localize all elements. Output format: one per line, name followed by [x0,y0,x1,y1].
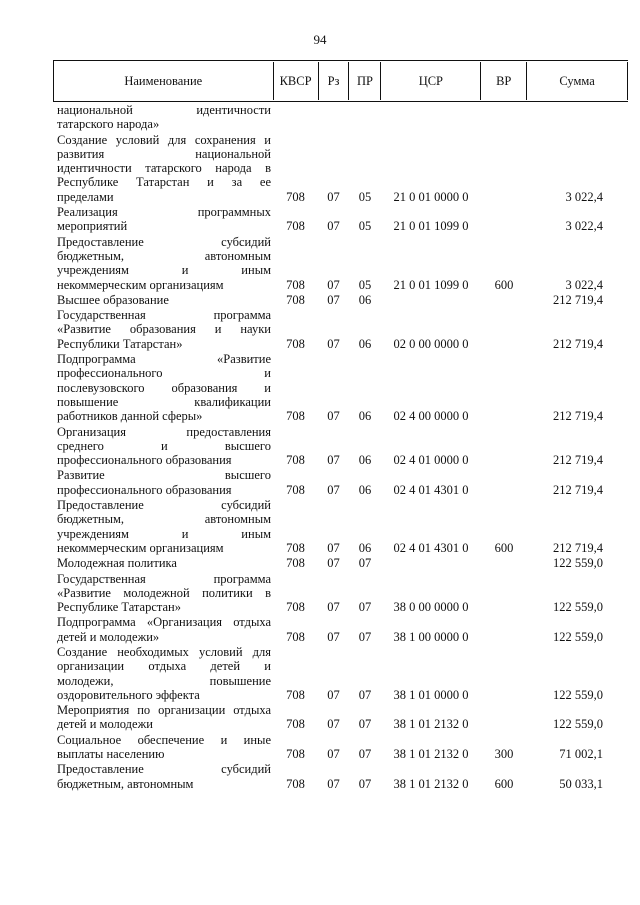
row-name [53,645,273,702]
row-csr: 02 4 01 0000 0 [393,453,469,468]
row-name-line: Государственная программа [57,571,271,586]
row-kvsr: 708 [286,219,305,234]
row-name [53,293,273,307]
table-row [53,733,628,762]
table-row [53,556,628,570]
row-rz: 07 [327,277,340,292]
row-csr: 38 1 01 2132 0 [393,776,469,791]
row-kvsr: 708 [286,629,305,644]
row-name [53,205,273,234]
row-sum: 122 559,0 [553,687,603,702]
row-rz: 07 [327,600,340,615]
table-row [53,703,628,732]
row-pr: 07 [358,717,372,732]
row-name-line: бюджетным, автономным [57,776,194,791]
row-name-line: Социальное обеспечение и иные [57,732,271,747]
table-row [53,308,628,351]
row-csr: 02 0 00 0000 0 [393,336,469,351]
row-pr: 06 [358,482,372,497]
row-name-line: «Развитие молодежной политики в [57,585,271,600]
row-rz: 07 [327,629,340,644]
row-pr: 07 [358,687,372,702]
table-row [53,293,628,307]
row-kvsr: 708 [286,336,305,351]
row-sum: 50 033,1 [559,776,603,791]
row-name-line: послевузовского образования и [57,380,271,395]
row-vr: 600 [494,540,514,555]
table-row [53,645,628,702]
row-rz: 07 [327,409,340,424]
row-rz: 07 [327,292,340,307]
row-kvsr: 708 [286,409,305,424]
row-name-line: пределами [57,189,114,204]
row-pr: 06 [358,453,372,468]
row-sum: 122 559,0 [553,600,603,615]
row-rz: 07 [327,336,340,351]
row-pr: 06 [358,540,372,555]
row-kvsr: 708 [286,747,305,762]
row-rz: 07 [327,540,340,555]
row-pr: 06 [358,336,372,351]
row-name-line: Государственная программа [57,308,271,323]
row-csr: 02 4 01 4301 0 [393,482,469,497]
row-name-line: работников данной сферы» [57,409,203,424]
budget-table [53,60,628,791]
row-sum: 122 559,0 [553,556,603,571]
row-name-line: Республике Татарстан и за ее [57,175,271,190]
table-row [53,352,628,423]
row-sum: 71 002,1 [559,747,603,762]
row-name-line: Подпрограмма «Организация отдыха [57,615,271,630]
header-csr: ЦСР [381,62,481,100]
table-row [53,425,628,468]
row-csr: 38 1 01 2132 0 [393,747,469,762]
row-name-line: выплаты населению [57,747,165,762]
row-name-line: среднего и высшего [57,438,271,453]
row-name-line: «Развитие образования и науки [57,322,271,337]
row-csr: 38 1 01 0000 0 [393,687,469,702]
row-pr: 05 [358,189,372,204]
row-name [53,556,273,570]
row-name [53,703,273,732]
row-name [53,425,273,468]
row-name-line: развития национальной [57,146,271,161]
row-name-line: Высшее образование [57,292,169,307]
table-header [53,60,628,102]
row-name-line: учреждениям и иным [57,263,271,278]
row-rz: 07 [327,776,340,791]
row-pr: 07 [358,747,372,762]
row-pr: 07 [358,629,372,644]
row-kvsr: 708 [286,717,305,732]
row-name-line: Предоставление субсидий [57,762,271,777]
table-row [53,133,628,204]
row-name-line: Предоставление субсидий [57,234,271,249]
row-name-line: организации отдыха детей и [57,659,271,674]
row-rz: 07 [327,482,340,497]
row-name-line: Предоставление субсидий [57,498,271,513]
row-kvsr: 708 [286,776,305,791]
row-name-line: оздоровительного эффекта [57,687,200,702]
row-name-line: национальной идентичности [57,103,271,117]
row-sum: 3 022,4 [565,219,603,234]
row-name-line: Организация предоставления [57,424,271,439]
row-name-line: Молодежная политика [57,556,177,571]
table-row [53,103,628,132]
row-name-line: Развитие высшего [57,468,271,483]
row-rz: 07 [327,717,340,732]
row-rz: 07 [327,556,340,571]
table-row [53,572,628,615]
row-name-line: Создание необходимых условий для [57,644,271,659]
row-sum: 122 559,0 [553,629,603,644]
row-name [53,352,273,423]
row-name-line: бюджетным, автономным [57,248,271,263]
row-name-line: Республике Татарстан» [57,600,181,615]
table-row [53,235,628,292]
row-sum: 3 022,4 [565,277,603,292]
row-kvsr: 708 [286,600,305,615]
row-rz: 07 [327,219,340,234]
row-kvsr: 708 [286,482,305,497]
row-pr: 06 [358,409,372,424]
row-kvsr: 708 [286,277,305,292]
row-name-line: татарского народа» [57,117,160,132]
row-name-line: детей и молодежи [57,717,153,732]
row-vr: 600 [494,277,514,292]
row-name-line: некоммерческим организациям [57,540,224,555]
row-pr: 05 [358,277,372,292]
row-sum: 212 719,4 [553,409,603,424]
row-csr: 21 0 01 1099 0 [393,219,469,234]
row-pr: 07 [358,776,372,791]
row-name-line: некоммерческим организациям [57,277,224,292]
row-csr: 21 0 01 1099 0 [393,277,469,292]
row-name-line: Создание условий для сохранения и [57,132,271,147]
row-pr: 05 [358,219,372,234]
row-name [53,468,273,497]
header-kvsr: КВСР [274,62,319,100]
row-name [53,762,273,791]
row-name-line: идентичности татарского народа в [57,161,271,176]
row-kvsr: 708 [286,556,305,571]
row-name [53,308,273,351]
header-vr: ВР [481,62,527,100]
row-csr: 38 0 00 0000 0 [393,600,469,615]
row-csr: 02 4 00 0000 0 [393,409,469,424]
row-name-line: Реализация программных [57,205,271,220]
header-name: Наименование [54,62,274,100]
header-sum: Сумма [527,62,628,100]
row-name-line: Подпрограмма «Развитие [57,352,271,367]
row-name [53,498,273,555]
row-name [53,733,273,762]
row-name [53,615,273,644]
row-sum: 212 719,4 [553,336,603,351]
row-name-line: молодежи, повышение [57,673,271,688]
row-csr: 02 4 01 4301 0 [393,540,469,555]
row-name-line: учреждениям и иным [57,526,271,541]
row-kvsr: 708 [286,453,305,468]
row-sum: 122 559,0 [553,717,603,732]
row-kvsr: 708 [286,189,305,204]
row-name-line: профессионального образования [57,453,232,468]
row-name [53,133,273,204]
row-kvsr: 708 [286,540,305,555]
table-row [53,615,628,644]
table-row [53,762,628,791]
row-sum: 212 719,4 [553,540,603,555]
row-vr: 300 [494,747,514,762]
row-pr: 07 [358,600,372,615]
row-name-line: профессионального и [57,366,271,381]
row-csr: 38 1 01 2132 0 [393,717,469,732]
row-pr: 06 [358,292,372,307]
table-body [53,103,628,791]
row-name-line: мероприятий [57,219,128,234]
row-name [53,572,273,615]
row-name [53,235,273,292]
row-rz: 07 [327,453,340,468]
row-sum: 212 719,4 [553,453,603,468]
row-name-line: Республики Татарстан» [57,336,183,351]
row-name-line: бюджетным, автономным [57,512,271,527]
row-kvsr: 708 [286,292,305,307]
row-kvsr: 708 [286,687,305,702]
row-rz: 07 [327,747,340,762]
row-rz: 07 [327,189,340,204]
page-number: 94 [313,32,327,47]
row-vr: 600 [494,776,514,791]
row-name [53,103,273,132]
row-sum: 212 719,4 [553,482,603,497]
table-row [53,468,628,497]
row-name-line: детей и молодежи» [57,629,160,644]
row-csr: 38 1 00 0000 0 [393,629,469,644]
table-row [53,205,628,234]
row-sum: 3 022,4 [565,189,603,204]
table-row [53,498,628,555]
row-rz: 07 [327,687,340,702]
header-rz: Рз [319,62,350,100]
row-name-line: повышение квалификации [57,394,271,409]
row-sum: 212 719,4 [553,292,603,307]
header-pr: ПР [349,62,381,100]
row-csr: 21 0 01 0000 0 [393,189,469,204]
row-pr: 07 [358,556,372,571]
row-name-line: профессионального образования [57,482,232,497]
row-name-line: Мероприятия по организации отдыха [57,703,271,718]
